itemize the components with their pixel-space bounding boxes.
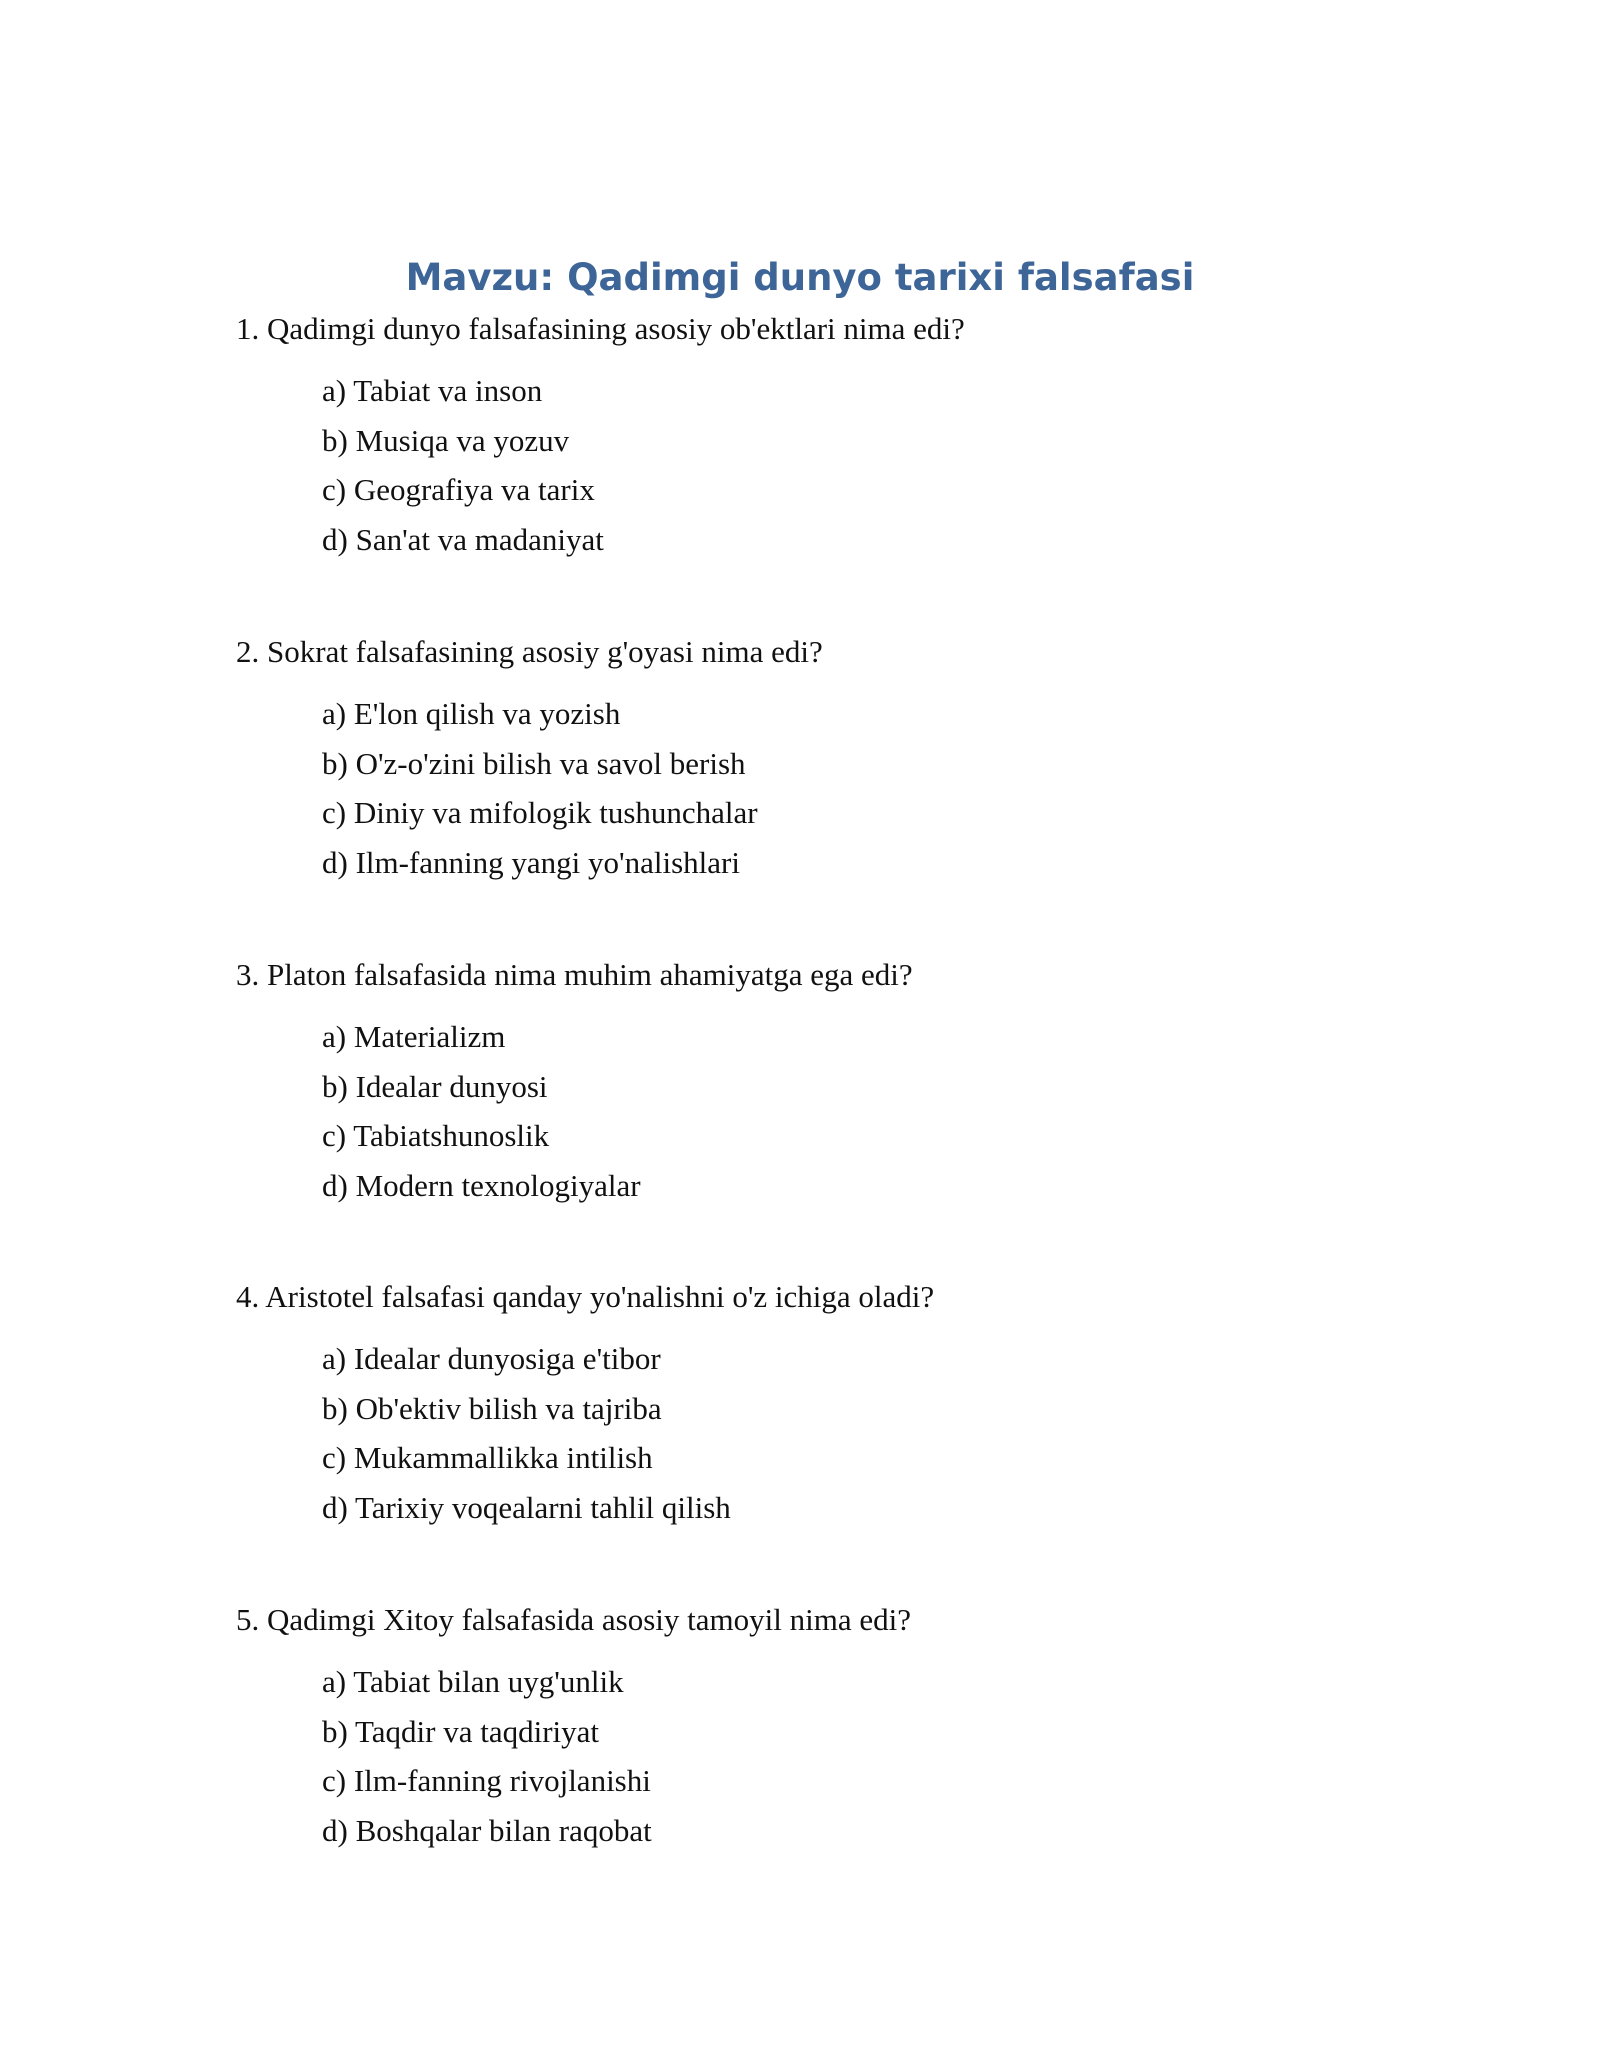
option-list bbox=[236, 1657, 1436, 1855]
option-c: c) Tabiatshunoslik bbox=[322, 1118, 550, 1153]
option-c: c) Ilm-fanning rivojlanishi bbox=[322, 1763, 651, 1798]
page-title: Mavzu: Qadimgi dunyo tarixi falsafasi bbox=[405, 256, 1195, 299]
option-c: c) Mukammallikka intilish bbox=[322, 1440, 653, 1475]
question-text: 1. Qadimgi dunyo falsafasining asosiy ob'ektlari nima edi? bbox=[236, 311, 965, 346]
option-a: a) Tabiat bilan uyg'unlik bbox=[322, 1664, 624, 1699]
option-b: b) Ob'ektiv bilish va tajriba bbox=[322, 1390, 662, 1426]
question-3 bbox=[236, 954, 1436, 1210]
question-4 bbox=[236, 1276, 1436, 1532]
question-text: 5. Qadimgi Xitoy falsafasida asosiy tamoyil nima edi? bbox=[236, 1602, 911, 1637]
option-d: d) Tarixiy voqealarni tahlil qilish bbox=[322, 1489, 731, 1525]
question-1 bbox=[236, 308, 1436, 564]
option-list bbox=[236, 1012, 1436, 1210]
option-b: b) Musiqa va yozuv bbox=[322, 422, 570, 458]
option-d: d) Ilm-fanning yangi yo'nalishlari bbox=[322, 844, 740, 880]
option-d: d) San'at va madaniyat bbox=[322, 521, 604, 557]
option-c: c) Geografiya va tarix bbox=[322, 472, 595, 507]
option-a: a) E'lon qilish va yozish bbox=[322, 696, 621, 731]
option-b: b) Idealar dunyosi bbox=[322, 1068, 548, 1104]
option-a: a) Materializm bbox=[322, 1019, 506, 1054]
option-b: b) Taqdir va taqdiriyat bbox=[322, 1713, 600, 1749]
option-a: a) Idealar dunyosiga e'tibor bbox=[322, 1341, 661, 1376]
option-a: a) Tabiat va inson bbox=[322, 373, 543, 408]
option-d: d) Boshqalar bilan raqobat bbox=[322, 1812, 652, 1848]
question-2 bbox=[236, 631, 1436, 887]
option-c: c) Diniy va mifologik tushunchalar bbox=[322, 795, 758, 830]
option-b: b) O'z-o'zini bilish va savol berish bbox=[322, 745, 746, 781]
question-text: 3. Platon falsafasida nima muhim ahamiyatga ega edi? bbox=[236, 957, 913, 992]
question-5 bbox=[236, 1599, 1436, 1855]
option-list bbox=[236, 689, 1436, 887]
option-d: d) Modern texnologiyalar bbox=[322, 1167, 641, 1203]
option-list bbox=[236, 1334, 1436, 1532]
option-list bbox=[236, 366, 1436, 564]
question-text: 2. Sokrat falsafasining asosiy g'oyasi nima edi? bbox=[236, 634, 823, 669]
question-text: 4. Aristotel falsafasi qanday yo'nalishni o'z ichiga oladi? bbox=[236, 1279, 935, 1314]
